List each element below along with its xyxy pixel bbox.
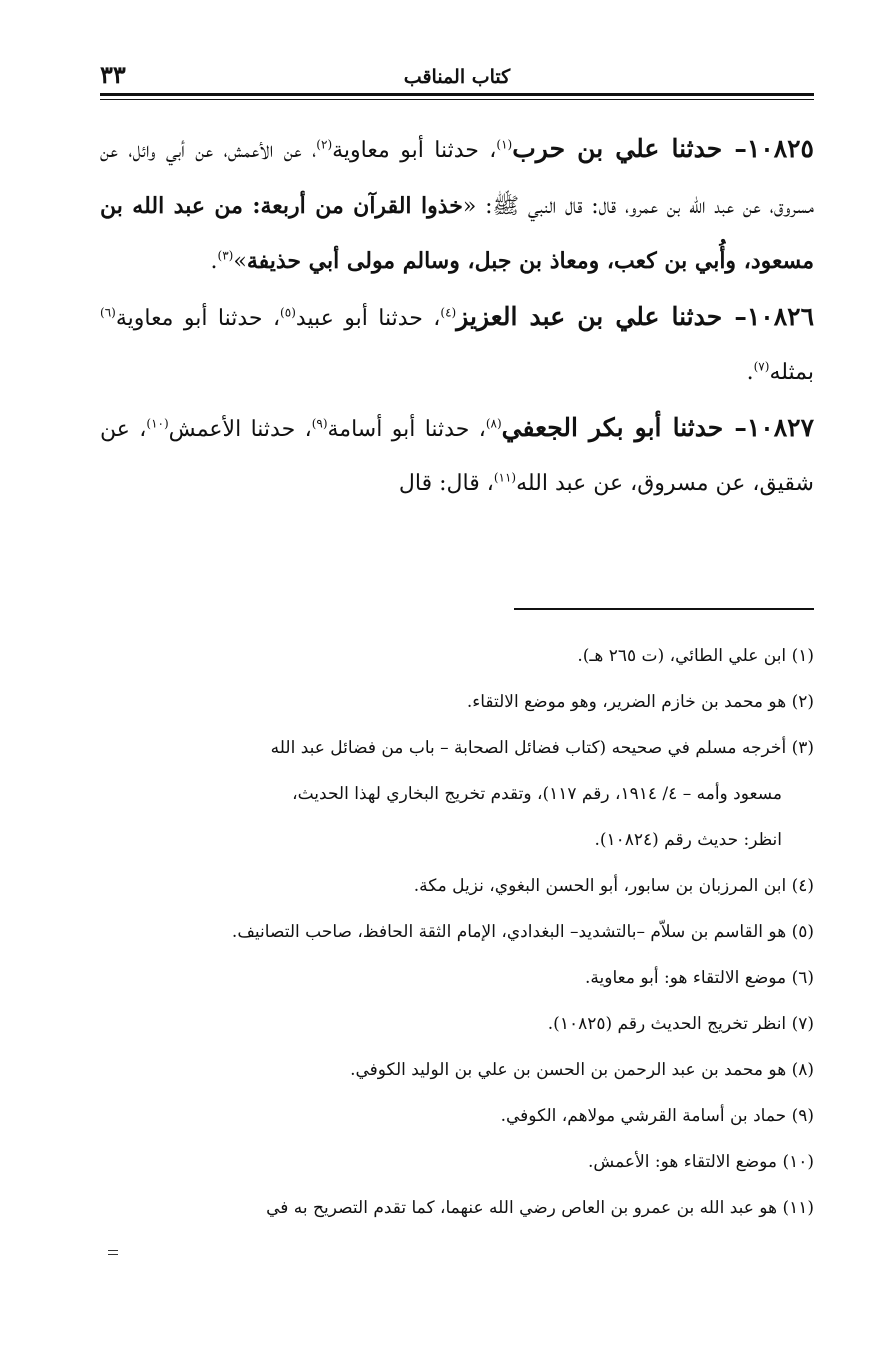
footnote-3-line-3: انظر: حديث رقم (١٠٨٢٤). <box>594 830 782 850</box>
footnote-number: (١٠) <box>782 1152 814 1172</box>
hadith-text: ، حدثنا أبو عبيد <box>295 305 441 331</box>
footnote-number: (١١) <box>782 1198 814 1218</box>
footnote-number: (٨) <box>791 1060 814 1080</box>
footnote-ref[interactable]: (٦) <box>100 305 116 320</box>
hadith-text: ، حدثنا أبو معاوية <box>115 305 281 331</box>
footnote-1 <box>100 633 814 679</box>
footnote-8 <box>100 1047 814 1093</box>
footnote-number: (١) <box>791 646 814 666</box>
footnote-number: (٩) <box>791 1106 814 1126</box>
footnote-ref[interactable]: (١٠) <box>146 416 169 431</box>
hadith-text: ، قال: قال <box>398 471 494 496</box>
hadith-text: بمثله <box>769 360 814 385</box>
footnote-text: انظر تخريج الحديث رقم (١٠٨٢٥). <box>547 1014 787 1034</box>
footnote-text: هو عبد الله بن عمرو بن العاص رضي الله عنهما، كما تقدم التصريح به في <box>266 1198 778 1218</box>
footnote-number: (٧) <box>791 1014 814 1034</box>
hadith-10826 <box>100 290 814 401</box>
footnote-text: أخرجه مسلم في صحيحه (كتاب فضائل الصحابة – باب من فضائل عبد الله <box>270 738 787 758</box>
hadith-number: ١٠٨٢٥ <box>746 134 814 163</box>
hadith-intro: – حدثنا أبو بكر الجعفي <box>501 412 747 442</box>
page-title: كتاب المناقب <box>403 66 511 88</box>
hadith-text: ، حدثنا الأعمش <box>168 416 312 442</box>
footnote-ref[interactable]: (١) <box>496 137 513 152</box>
main-text <box>100 122 814 512</box>
footnote-text: هو محمد بن خازم الضرير، وهو موضع الالتقاء. <box>466 692 787 712</box>
footnote-ref[interactable]: (٤) <box>440 305 457 320</box>
footnote-ref[interactable]: (٨) <box>485 416 502 431</box>
footnote-6 <box>100 955 814 1001</box>
header-rule-thin <box>100 99 814 100</box>
footnote-2 <box>100 679 814 725</box>
footnote-number: (٢) <box>791 692 814 712</box>
footnote-number: (٦) <box>791 968 814 988</box>
footnote-9 <box>100 1093 814 1139</box>
footnote-text: ابن المرزبان بن سابور، أبو الحسن البغوي، نزيل مكة. <box>413 876 787 896</box>
hadith-text: ، حدثنا أبو أسامة <box>327 416 486 442</box>
footnote-text: موضع الالتقاء هو: أبو معاوية. <box>585 968 787 988</box>
hadith-text: . <box>746 360 754 385</box>
footnote-text: هو القاسم بن سلاّم –بالتشديد– البغدادي، الإمام الثقة الحافظ، صاحب التصانيف. <box>231 922 787 942</box>
footnote-3 <box>100 725 814 771</box>
continuation-mark <box>108 1250 118 1255</box>
hadith-intro: – حدثنا علي بن عبد العزيز <box>456 301 747 331</box>
footnotes <box>100 633 814 1231</box>
footnote-separator <box>514 608 814 610</box>
footnote-ref[interactable]: (٧) <box>753 359 770 374</box>
footnote-text: موضع الالتقاء هو: الأعمش. <box>588 1152 778 1172</box>
footnote-text: ابن علي الطائي، (ت ٢٦٥ هـ). <box>577 646 787 666</box>
footnote-4 <box>100 863 814 909</box>
footnote-7 <box>100 1001 814 1047</box>
footnote-number: (٤) <box>791 876 814 896</box>
page-number: ٣٣ <box>100 60 126 89</box>
hadith-intro: – حدثنا علي بن حرب <box>512 134 747 163</box>
footnote-ref[interactable]: (٢) <box>316 137 333 152</box>
footnote-ref[interactable]: (٥) <box>280 305 296 320</box>
hadith-text: . <box>210 249 218 274</box>
footnote-ref[interactable]: (٣) <box>217 248 234 263</box>
footnote-10 <box>100 1139 814 1185</box>
hadith-number: ١٠٨٢٧ <box>746 412 815 442</box>
hadith-number: ١٠٨٢٦ <box>746 301 814 331</box>
footnote-3-line-2: مسعود وأمه – ٤/ ١٩١٤، رقم ١١٧)، وتقدم تخريج البخاري لهذا الحديث، <box>292 784 782 804</box>
footnote-5 <box>100 909 814 955</box>
footnote-text: حماد بن أسامة القرشي مولاهم، الكوفي. <box>500 1106 787 1126</box>
footnote-ref[interactable]: (١١) <box>493 470 517 485</box>
page-header <box>100 60 814 92</box>
footnote-number: (٥) <box>791 922 814 942</box>
hadith-text: » <box>233 249 247 274</box>
hadith-text: ، عن شقيق، عن مسروق، عن عبد الله <box>100 416 814 496</box>
hadith-10825 <box>100 122 814 290</box>
hadith-quote: خذوا القرآن من أربعة: من عبد الله بن مسعود، وأُبي بن كعب، ومعاذ بن جبل، وسالم مولى أبي حذيفة <box>100 192 814 274</box>
footnote-ref[interactable]: (٩) <box>311 416 328 431</box>
footnote-11 <box>100 1185 814 1231</box>
hadith-text: ، عن الأعمش، عن أبي وائل، عن مسروق، عن عبد الله بن عمرو، قال: قال النبي ﷺ: « <box>100 138 814 219</box>
footnote-number: (٣) <box>791 738 814 758</box>
header-rule-thick <box>100 93 814 96</box>
hadith-10827 <box>100 401 814 512</box>
hadith-text: ، حدثنا أبو معاوية <box>332 138 497 163</box>
footnote-text: هو محمد بن عبد الرحمن بن الحسن بن علي بن الوليد الكوفي. <box>350 1060 787 1080</box>
